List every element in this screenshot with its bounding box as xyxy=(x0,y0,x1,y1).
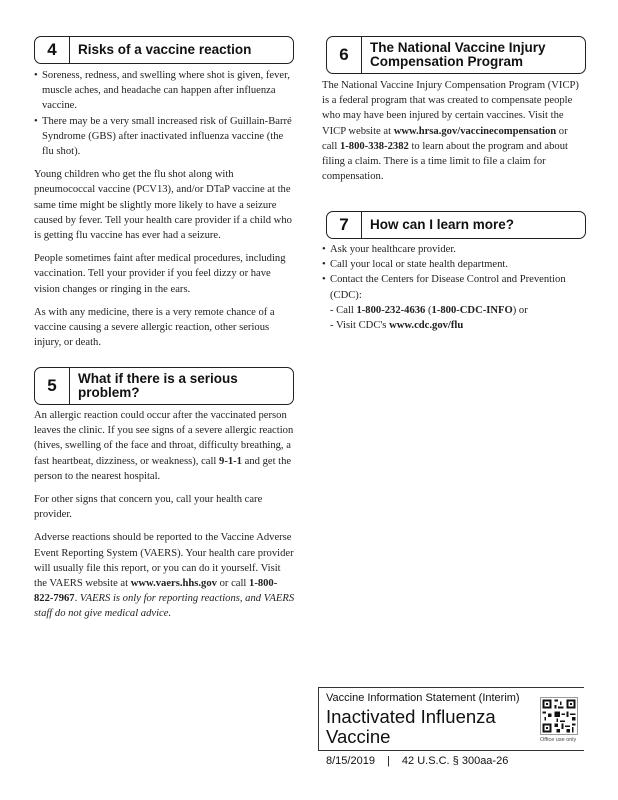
section-5-title: What if there is a serious problem? xyxy=(78,371,238,400)
section-4-bullets xyxy=(34,68,296,159)
divider xyxy=(318,687,584,688)
section-4-number: 4 xyxy=(35,37,70,63)
list-item: • Ask your healthcare provider. xyxy=(322,242,584,257)
divider xyxy=(318,687,319,750)
list-item: • Call your local or state health department. xyxy=(322,257,584,272)
vaers-note: VAERS is only for reporting reactions, and VAERS staff do not give medical advice. xyxy=(34,593,295,620)
vaers-link[interactable]: www.vaers.hhs.gov xyxy=(130,578,217,590)
cdc-visit-line xyxy=(322,318,584,333)
section-4-title: Risks of a vaccine reaction xyxy=(78,42,252,57)
paragraph: Young children who get the flu shot along with pneumococcal vaccine (PCV13), and/or DTaP vaccine at the same time might be slightly more likely to have a seizure caused by fever. Tell your health care provider if a child who is getting flu vaccine has ever had a seizure. xyxy=(34,169,292,242)
footer-label: Vaccine Information Statement (Interim) xyxy=(326,692,520,704)
section-5-number: 5 xyxy=(35,368,70,404)
divider xyxy=(318,750,584,751)
section-5-header xyxy=(34,367,294,405)
section-7-body xyxy=(322,242,584,333)
office-use-label: Office use only xyxy=(540,737,577,743)
cdc-link[interactable]: www.cdc.gov/flu xyxy=(389,320,464,332)
section-6-title: The National Vaccine Injury Compensation Program xyxy=(370,40,546,69)
cdc-phone: 1-800-232-4636 xyxy=(356,304,426,316)
vis-date: 8/15/2019 xyxy=(326,755,375,767)
text-span: . xyxy=(74,593,78,605)
section-7-bullets xyxy=(322,242,584,303)
section-5-body xyxy=(34,408,296,622)
paragraph xyxy=(34,530,296,621)
text-span: to learn about the program and about filing a claim. There is a time limit to file a claim for compensation. xyxy=(322,140,568,183)
paragraph: For other signs that concern you, call your health care provider. xyxy=(34,494,263,521)
section-6-number: 6 xyxy=(327,37,362,73)
text-span: The National Vaccine Injury Compensation Program (VICP) is a federal program that was created to compensate people who may have been injured by certain vaccines. Visit the VICP website at xyxy=(322,80,579,137)
cdc-call-line xyxy=(322,303,584,318)
section-7-header xyxy=(326,211,586,239)
text-span: Adverse reactions should be reported to the Vaccine Adverse Event Reporting System (VAERS). Your health care provider will usually file this report, or you can do it yourself. Visit the VAERS website at xyxy=(34,532,294,590)
text-span: - Visit CDC's xyxy=(330,320,390,332)
text-span: and get the person to the nearest hospital. xyxy=(34,455,292,482)
text-span: or call xyxy=(322,125,568,152)
section-6-body xyxy=(322,78,584,184)
text-span: ) or xyxy=(512,304,528,316)
text-span: An allergic reaction could occur after the vaccinated person leaves the clinic. If you see signs of a severe allergic reaction (hives, swelling of the face and throat, difficulty breathing, a fast heartbeat, dizziness, or weakness), call xyxy=(34,410,294,467)
section-7-number: 7 xyxy=(327,212,362,238)
emergency-number: 9-1-1 xyxy=(219,455,242,467)
text-span: or call xyxy=(216,578,250,590)
qr-code-icon xyxy=(540,697,578,735)
section-7-title: How can I learn more? xyxy=(370,217,515,232)
list-item: • There may be a very small increased risk of Guillain-Barré Syndrome (GBS) after inactivated influenza vaccine (the flu shot). xyxy=(34,114,296,160)
separator: | xyxy=(387,755,390,767)
list-item: • Soreness, redness, and swelling where shot is given, fever, muscle aches, and headache can happen after influenza vaccine. xyxy=(34,68,296,114)
paragraph xyxy=(34,408,296,484)
section-6-header xyxy=(326,36,586,74)
vicp-phone: 1-800-338-2382 xyxy=(339,140,409,152)
cdc-phone-alt: 1-800-CDC-INFO xyxy=(431,304,513,316)
footer-date-line xyxy=(326,755,508,767)
vis-footer xyxy=(318,687,584,771)
section-4-header xyxy=(34,36,294,64)
paragraph xyxy=(322,78,584,184)
paragraph: As with any medicine, there is a very remote chance of a vaccine causing a severe allergic reaction, other serious injury, or death. xyxy=(34,306,275,349)
text-span: - Call xyxy=(330,304,357,316)
statute: 42 U.S.C. § 300aa-26 xyxy=(401,755,509,767)
text-span: ( xyxy=(425,304,432,316)
vicp-link[interactable]: www.hrsa.gov/vaccinecompensation xyxy=(393,125,557,137)
section-4-body xyxy=(34,68,296,350)
vaccine-name: Inactivated Influenza Vaccine xyxy=(326,706,496,747)
list-item: • Contact the Centers for Disease Control and Prevention (CDC): xyxy=(322,272,584,302)
vaers-phone: 1-800-822-7967 xyxy=(34,578,278,605)
paragraph: People sometimes faint after medical procedures, including vaccination. Tell your provider if you feel dizzy or have vision changes or ringing in the ears. xyxy=(34,253,286,295)
